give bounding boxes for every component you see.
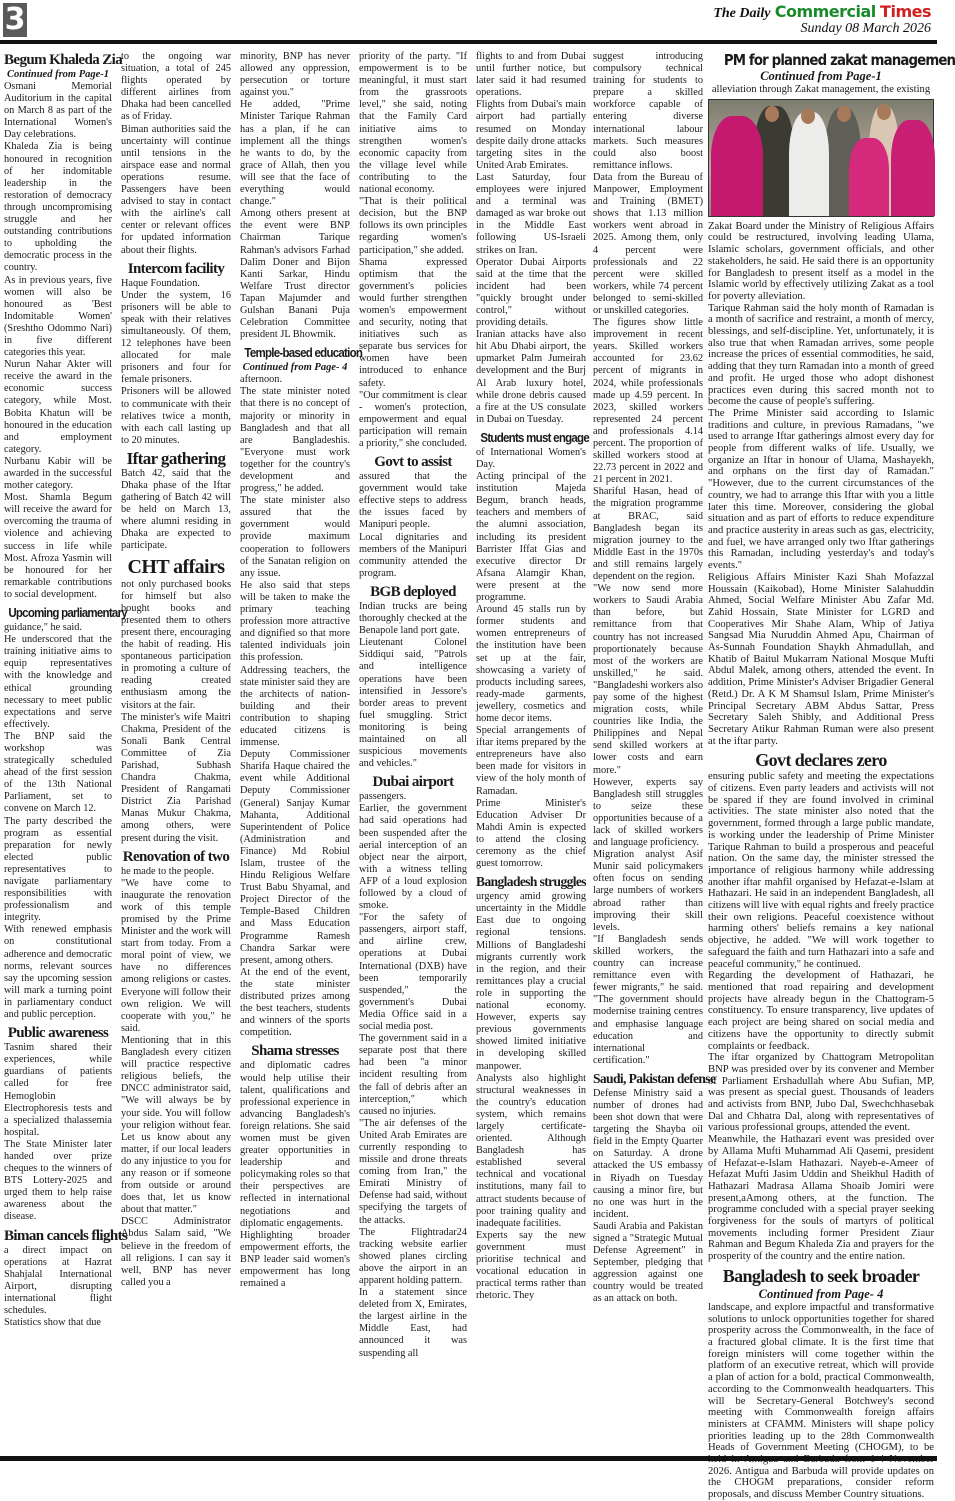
article-headline: Public awareness xyxy=(7,1025,109,1042)
paragraph: Tasnim shared their experiences, while guardians of patients called for free Hemoglobin Electrophoresis tests and a specialized thalassemia hospital. xyxy=(4,1042,112,1138)
paragraph: Local dignitaries and members of the Manipuri community attended the program. xyxy=(359,531,467,579)
photo-person-pink xyxy=(711,116,763,216)
paragraph: priority of the party. "If empowerment is to be meaningful, it must start from the grassroots level," she said, noting that the Family Card initiative aims to strengthen women's economic capacity from the village level while contributing to the national economy. xyxy=(359,51,467,196)
paragraph: Saudi Arabia and Pakistan signed a "Strategic Mutual Defense Agreement" in September, pledging that aggression against one country would be treated as an attack on both. xyxy=(593,1220,703,1305)
paragraph: Biman authorities said the uncertainty will continue until tensions in the airspace ease and normal operations resume. Passengers have been advised to stay in contact with the airline's call center or relevant offices for updated information about their flights. xyxy=(121,123,231,256)
paragraph: Osmani Memorial Auditorium in the capital on March 8 as part of the International Women's Day celebrations. xyxy=(4,81,112,141)
paragraph: ensuring public safety and meeting the expectations of citizens. Even party leaders and activists will not be spared if they are found involved in criminal activities. The state minister also noted that the government, formed through a large public mandate, is working under the leadership of Prime Minister Tarique Rahman to build a prosperous and peaceful nation. On the same day, the minister stressed the importance of religious harmony while addressing another iftar mahfil organised by Hefazat-e-Islam at Hathazari. He said in an independent Bangladesh, all citizens will live with equal rights and freely practice their own religions. Peaceful coexistence without harming others' beliefs remains a key national objective, he added. "We will work together to safeguard the faith and turn Hathazari into a safe and peaceful community," he continued. xyxy=(708,771,934,970)
paragraph: "Our commitment is clear - women's protection, empowerment and equal participation will remain a priority," she concluded. xyxy=(359,389,467,449)
issue-date: Sunday 08 March 2026 xyxy=(800,21,931,36)
continued-label: Continued from Page-1 xyxy=(6,69,110,80)
article-dubai-continued xyxy=(476,51,586,426)
paragraph: Flights from Dubai's main airport had partially resumed on Monday despite daily drone attacks targeting sites in the United Arab Emirates. xyxy=(476,99,586,171)
article-govt-declares-zero xyxy=(708,750,934,1263)
paragraph: The Flightradar24 tracking website earlier showed planes circling above the airport in an apparent holding pattern. xyxy=(359,1226,467,1286)
column-7 xyxy=(708,51,955,1501)
photo-head xyxy=(877,104,891,120)
paragraph: Earlier, the government had said operations had been suspended after the aerial interception of an object near the airport, with a witness telling AFP of a loud explosion followed by a cloud of smoke. xyxy=(359,803,467,912)
article-headline: Renovation of two xyxy=(122,848,230,865)
article-renovation-of-two xyxy=(121,848,231,1289)
paragraph: Iranian attacks have also hit Abu Dhabi airport, the upmarket Palm Jumeirah development and the Burj Al Arab luxury hotel, while drone debris caused a fire at the US consulate in Dubai on Tuesday. xyxy=(476,329,586,425)
article-begum-khaleda-zia xyxy=(4,51,123,601)
article-headline: PM for planned zakat managemen xyxy=(723,51,955,69)
article-headline: BGB deployed xyxy=(370,583,456,600)
article-iftar-gathering xyxy=(121,450,231,553)
paragraph: Operator Dubai Airports said at the time that the incident had been "quickly brought under control," without providing details. xyxy=(476,256,586,329)
paragraph: of International Women's Day. xyxy=(476,446,586,470)
photo-head xyxy=(837,106,851,122)
paragraph: Last Saturday, four employees were injured and a terminal was damaged as war broke out in the Middle East following US-Israeli strikes on Iran. xyxy=(476,171,586,256)
paragraph: he made to the people. xyxy=(121,865,214,877)
article-headline: Bangladesh struggles xyxy=(476,874,586,890)
news-photo xyxy=(708,99,934,217)
paragraph: "We now send more workers to Saudi Arabia than before, but remittance from that country has not increased proportionately because most of the workers are unskilled," he said. "Bangladeshi workers also pay some of the highest migration costs, while countries like India, the Philippines and Nepal send skilled workers at lower costs and earn more." xyxy=(593,583,704,776)
brand-times: Times xyxy=(880,2,931,21)
column-6 xyxy=(593,51,716,1454)
paragraph: The minister's wife Maitri Chakma, President of the Sonali Bank Central Committee of Zia Parishad, Subhash Chandra Chakma, President of Rangamati District Zia Parishad Manas Mukur Chakma, among others, were present during the visit. xyxy=(121,711,231,844)
paragraph: Special arrangements of iftar items prepared by the entrepreneurs have also been made for visitors in view of the holy month of Ramadan. xyxy=(476,725,586,797)
article-bangladesh-to-seek-broader xyxy=(708,1266,934,1501)
article-bangladesh-struggles xyxy=(476,873,586,1302)
paragraph: guidance," he said. xyxy=(4,622,82,634)
column-2 xyxy=(121,51,231,1454)
paragraph: Highlighting broader empowerment efforts, the BNP leader said women's empowerment has long remained a xyxy=(240,1229,350,1290)
paragraph: Around 45 stalls run by former students and women entrepreneurs of the institution have been set up at the fair, showcasing a variety of products including sarees, ready-made garments, jewellery, cosmetics and home decor items. xyxy=(476,604,586,724)
article-renovation-continued xyxy=(240,51,350,341)
paragraph: afternoon. xyxy=(240,374,283,386)
paragraph: He underscored that the training initiative aims to equip representatives with the knowledge and ethical grounding necessary to meet public expectations and serve effectively. xyxy=(4,634,112,730)
article-headline: Biman cancels flights xyxy=(4,1227,128,1244)
page-number: 3 xyxy=(4,2,26,37)
newspaper-logo xyxy=(713,2,931,22)
column-1 xyxy=(4,51,128,1454)
article-intercom-facility xyxy=(121,260,231,447)
paragraph: The iftar organized by Chattogram Metropolitan BNP was presided over by its convener and Member of Parliament Ershadullah where Abu Sufian, MP, was present as special guest. Thousands of leaders and activists from BNP, Jubo Dal, Swechchhasebak Dal and Chhatra Dal, along with representatives of various professional groups, attended the event. xyxy=(708,1052,934,1134)
paragraph: Prisoners will be allowed to communicate with their relatives twice a month, with each call lasting up to 20 minutes. xyxy=(121,386,231,446)
article-govt-to-assist xyxy=(359,453,467,580)
paragraph: assured that the government would take effective steps to address the issues faced by Manipuri people. xyxy=(359,471,467,531)
paragraph: Nurbanu Kabir will be awarded in the successful mother category. xyxy=(4,455,112,492)
article-headline: Shama stresses xyxy=(251,1043,339,1060)
paragraph: Under the system, 16 prisoners will be able to speak with their relatives simultaneously. Of them, 12 telephones have been allocated for male prisoners and four for female prisoners. xyxy=(121,289,231,386)
paragraph: At the end of the event, the state minister distributed prizes among the best teachers, students and winners of the sports competition. xyxy=(240,966,350,1039)
paragraph: Regarding the development of Hathazari, he mentioned that road repairing and development projects have already begun in the Chattogram-5 constituency. To ensure transparency, live updates of each project are being shared on social media and citizens have the opportunity to directly submit complaints or feedback. xyxy=(708,970,934,1052)
paragraph: The State Minister later handed over prize cheques to the winners of BTS Lottery-2025 and urged them to help raise awareness about the disease. xyxy=(4,1138,112,1223)
footer-divider xyxy=(0,1456,937,1461)
paragraph: As in previous years, five women will also be honoured as 'Best Indomitable Women' (Sreshtho Odommo Nari) in five different categories this year. xyxy=(4,274,112,359)
paragraph: Acting principal of the institution Majeda Begum, branch heads, teachers and members of the alumni association, including its president Barrister Iffat Gias and executive director Dr Afsana Alamgir Khan, were present at the programme. xyxy=(476,471,586,604)
paragraph: Migration analyst Asif Munir said policymakers often focus on sending large numbers of workers abroad rather than improving their skill levels. xyxy=(593,849,703,933)
paragraph: urgency amid growing uncertainty in the Middle East due to ongoing regional tensions. Millions of Bangladeshi migrants currently work in the region, and their remittances play a crucial role in supporting the national economy. However, experts say previous governments showed limited initiative in developing skilled manpower. xyxy=(476,891,586,1072)
paragraph: The state minister also assured that the government would provide maximum cooperation to followers of the Sanatan religion on any issue. xyxy=(240,495,350,579)
photo-head xyxy=(765,106,779,122)
article-cht-affairs xyxy=(121,556,231,845)
header-divider xyxy=(0,40,937,44)
paragraph: Religious Affairs Minister Kazi Shah Mofazzal Houssain (Kaikobad), Home Minister Salahuddin Ahmed, Social Welfare Minister Abu Zafar Md. Zahid Hossain, State Minister for LGRD and Cooperatives Mir Shahe Alam, Whip of Jatiya Sangsad Mia Nuruddin Ahmed Apu, Chairman of As-Sunnah Foundation Shaykh Ahmadullah, and Khatib of Baitul Mukarram National Mosque Mufti Abdul Malek, among others, attended the event. In addition, Prime Minister's Adviser Brigadier General (Retd.) Dr. A K M Shamsul Islam, Prime Minister's Principal Secretary ABM Abdus Sattar, Press Secretary Saleh Shibly, and Additional Press Secretary Atikur Rahman Ruman were also present at the iftar party. xyxy=(708,571,934,747)
paragraph: Tarique Rahman said the holy month of Ramadan is a month of sacrifice and restraint, a month of mercy, blessings, and self-discipline. Yet, unfortunately, it is also true that when Ramadan arrives, some people increase the prices of essential commodities, he said, adding that they turn Ramadan into a month of greed and profit. He urged those who adopt dishonest practices even during this sacred month not to become the cause of people's suffering. xyxy=(708,302,934,408)
paragraph: Zakat Board under the Ministry of Religious Affairs could be restructured, involving leading Ulama, Islamic scholars, government officials, and other stakeholders, he said. He said there is an opportunity for Bangladesh to present itself as a model in the Islamic world by effectively utilizing Zakat as a tool for poverty alleviation. xyxy=(708,220,934,302)
article-headline: Govt to assist xyxy=(374,454,452,471)
article-headline: Bangladesh to seek broader xyxy=(722,1265,920,1286)
paragraph: Mentioning that in this Bangladesh every citizen will practice respective religious beliefs, the DNCC administrator said, "We will always be by your side. You will follow your religion without fear. Let us know about any matter, if our local leaders do any injustice to you for any reason or if someone from outside or around does that, let us know about that matter." xyxy=(121,1034,231,1216)
paragraph: Experts say the new government must prioritise technical and vocational education in practical terms rather than rhetoric. They xyxy=(476,1229,586,1302)
article-headline: Saudi, Pakistan defense xyxy=(593,1070,716,1086)
paragraph: Shariful Hasan, head of the migration programme at BRAC, said Bangladesh began its migration journey to the Middle East in the 1970s and still remains largely dependent on the region. xyxy=(593,486,703,583)
column-4 xyxy=(359,51,467,1454)
paragraph: He also said that steps will be taken to make the primary teaching profession more attractive and dignified so that more talented individuals join this profession. xyxy=(240,579,350,664)
photo-person-pink xyxy=(849,138,889,216)
paragraph: Prime Minister's Education Adviser Dr Mahdi Amin is expected to attend the closing ceremony as the chief guest tomorrow. xyxy=(476,797,586,870)
paragraph: "The air defenses of the United Arab Emirates are currently responding to missile and drone threats coming from Iran," the Emirati Ministry of Defense had said, without specifying the targets of the attacks. xyxy=(359,1117,467,1226)
article-students-must-engage xyxy=(476,429,590,870)
article-bgb-deployed xyxy=(359,583,467,770)
article-headline: Temple-based education xyxy=(244,346,363,361)
article-shama-continued xyxy=(359,51,467,450)
column-3 xyxy=(240,51,363,1454)
article-public-awareness xyxy=(4,1024,112,1223)
article-headline: Govt declares zero xyxy=(755,750,887,771)
article-headline: Upcoming parliamentary xyxy=(8,606,127,621)
article-saudi-pakistan-defense xyxy=(593,1070,716,1306)
article-bangladesh-struggles-continued xyxy=(593,51,703,1067)
paragraph: to the ongoing war situation, a total of 245 flights operated by different airlines from Dhaka had been cancelled as of Friday. xyxy=(121,51,231,123)
photo-person-pink xyxy=(891,120,935,216)
continued-label: Continued from Page- 4 xyxy=(758,1286,884,1301)
photo-head xyxy=(801,108,815,124)
paragraph: The government said in a separate post that there had been "a minor incident resulting from the fall of debris after an interception," which caused no injuries. xyxy=(359,1033,467,1117)
paragraph: "For the safety of passengers, airport staff, and airline crew, operations at Dubai International (DXB) have been temporarily suspended," the government's Dubai Media Office said in a social media post. xyxy=(359,912,467,1033)
paragraph: passengers. xyxy=(359,791,407,803)
paragraph: The BNP said the workshop was strategically scheduled ahead of the first session of the 13th National Parliament, set to convene on March 12. xyxy=(4,730,112,815)
masthead xyxy=(0,0,937,44)
paragraph: Shama expressed optimism that the government's policies would further strengthen women's empowerment and security, noting that initiatives such as separate bus services for women have been introduced to enhance safety. xyxy=(359,256,467,389)
paragraph: Deputy Commissioner Sharifa Haque chaired the event while Additional Deputy Commissioner (General) Sanjay Kumar Mahanta, Additional Superintendent of Police (Administration and Finance) Md Robiul Islam, trustee of the Hindu Religious Welfare Trust Babu Shyamal, and Project Director of the Temple-Based Children and Mass Education Programme Ramesh Chandra Sarkar were present, among others. xyxy=(240,749,350,966)
photo-person-center xyxy=(789,112,829,216)
paragraph: Lieutenant Colonel Siddiqui said, "Patrols and intelligence operations have been intensified in Jessore's border areas to prevent fuel smuggling. Strict monitoring is being maintained on all suspicious movements and vehicles." xyxy=(359,637,467,770)
paragraph: Nurun Nahar Akter will receive the award in the economic success category, while Most. Bobita Khatun will be honoured in the education and employment category. xyxy=(4,359,112,455)
paragraph: Meanwhile, the Hathazari event was presided over by Allama Mufti Muhammad Ali Qasemi, president of Hefazat-e-Islam Hathazari. Nayeb-e-Ameer of Hefazat Mufti Jasim Uddin and Sheikhul Hadith of Hathazari Madrasa Allama Shoaib Jomiri were present,aAmong others, at the function. The programme concluded with a special prayer seeking forgiveness for the souls of martyrs of political movements including former President Ziaur Rahman and Begum Khaleda Zia and prayers for the prosperity of the country and the entire nation. xyxy=(708,1134,934,1263)
paragraph: He added, "Prime Minister Tarique Rahman has a plan, if he can implement all the things he wants to do, by the grace of Allah, then you will see that the face of everything would change." xyxy=(240,99,350,208)
article-headline: Dubai airport xyxy=(372,774,454,791)
paragraph: Statistics show that due xyxy=(4,1317,101,1329)
continued-label: Continued from Page- 4 xyxy=(242,362,348,374)
article-headline: Students must engage xyxy=(480,430,590,445)
article-upcoming-parliamentary xyxy=(4,604,127,1021)
brand-commercial: Commercial xyxy=(774,2,876,21)
article-headline: Intercom facility xyxy=(127,260,225,277)
paragraph: Addressing teachers, the state minister said they are the architects of nation-building and their contribution to shaping educated citizens is immense. xyxy=(240,664,350,749)
paragraph: "That is their political decision, but the BNP follows its own principles regarding women's participation," she added. xyxy=(359,196,467,256)
paragraph: Defense Ministry said a number of drones had been shot down that were targeting the Shayba oil field in the Empty Quarter on Saturday. A drone attacked the US embassy in Riyadh on Tuesday causing a minor fire, but no one was hurt in the incident. xyxy=(593,1087,703,1220)
article-headline: CHT affairs xyxy=(127,555,225,578)
paragraph: Batch 42, said that the Dhaka phase of the Iftar gathering of Batch 42 will be held on March 13, where alumni residing in Dhaka are expected to participate. xyxy=(121,467,231,552)
article-pm-zakat-management xyxy=(708,51,955,747)
paragraph: The figures show little improvement in recent years. Skilled workers accounted for 23.62 percent of migrants in 2024, while professionals made up 4.59 percent. In 2023, skilled workers represented 24 percent and professionals 4.14 percent. The proportion of skilled workers stood at 22.73 percent in 2022 and 21 percent in 2021. xyxy=(593,317,703,486)
article-headline: Begum Khaleda Zia xyxy=(4,52,123,68)
paragraph: "We have come to inaugurate the renovation work of this temple promised by the Prime Minister and the work will start from today. From a moral point of view, we have no differences among religions or castes. Everyone will follow their own religion. We will cooperate with you," he said. xyxy=(121,877,231,1034)
article-headline: Iftar gathering xyxy=(126,448,226,468)
paragraph: The party described the program as essential preparation for newly elected public representatives to navigate parliamentary responsibilities with professionalism and integrity. xyxy=(4,815,112,924)
paragraph: Indian trucks are being thoroughly checked at the Benapole land port gate. xyxy=(359,600,467,637)
paragraph: Analysts also highlight structural weaknesses in the country's education system, which remains largely certificate-oriented. Although Bangladesh has established several technical and vocational institutions, many fail to attract students because of poor training quality and inadequate facilities. xyxy=(476,1072,586,1229)
paragraph: In a statement since deleted from X, Emirates, the largest airline in the Middle East, had announced it was suspending all xyxy=(359,1287,467,1359)
paragraph: suggest introducing compulsory technical training for students to prepare a skilled workforce capable of entering diverse international labour markets. Such measures could also boost remittance inflows. xyxy=(593,51,703,171)
paragraph: Khaleda Zia is being honoured in recognition of her indomitable leadership in the restoration of democracy through uncompromising struggle and her outstanding contributions to upholding the democratic process in the country. xyxy=(4,141,112,274)
paragraph: Data from the Bureau of Manpower, Employment and Training (BMET) shows that 1.13 million workers went abroad in 2025. Among them, only 4 percent were professionals and 22 percent were skilled workers, while 74 percent belonged to semi-skilled or unskilled categories. xyxy=(593,171,703,316)
article-dubai-airport xyxy=(359,773,467,1359)
paragraph: not only purchased books for himself but also bought books and presented them to others present there, encouraging the habit of reading. His spontaneous participation in promoting a culture of reading created enthusiasm among the visitors at the fair. xyxy=(121,578,231,711)
paragraph: "If Bangladesh sends skilled workers, the country can increase remittance even with fewer migrants," he said. "The government should modernise training centres and emphasise language education and international certification." xyxy=(593,933,703,1066)
column-5 xyxy=(476,51,590,1454)
paragraph: landscape, and explore impactful and transformative solutions to unlock opportunities together for shared prosperity across the Commonwealth, in the face of a fractured global climate. It is the first time that foreign ministers will come together within the platform of an executive retreat, which will provide a plan of action for a bold, practical Commonwealth, according to the Commonwealth headquarters. This will be Secretary-General Botchwey's second meeting with Commonwealth foreign affairs ministers at CFAMM. Ministers will shape policy priorities leading up to the 28th Commonwealth Heads of Government Meeting (CHOGM), to be 2026. Antigua and Barbuda will provide updates on the CHOGM preparations, consider reform proposals, and discuss Member Country situations. xyxy=(708,1301,934,1501)
paragraph: DSCC Administrator Abdus Salam said, "We believe in the freedom of all religions. I can say it well, BNP has never called you a xyxy=(121,1216,231,1288)
paragraph: The state minister noted that there is no concept of majority or minority in Bangladesh and that all are Bangladeshis. "Everyone must work together for the country's development and progress," he added. xyxy=(240,386,350,495)
article-biman-cancels-flights xyxy=(4,1227,128,1330)
article-shama-stresses xyxy=(240,1042,350,1290)
paragraph: minority, BNP has never allowed any oppression, persecution or torture against you." xyxy=(240,51,350,99)
paragraph: With renewed emphasis on constitutional adherence and democratic norms, relevant sources say the upcoming session will mark a turning point in parliamentary conduct and public perception. xyxy=(4,924,112,1021)
brand-prefix: The Daily xyxy=(713,6,771,21)
paragraph: Haque Foundation. xyxy=(121,277,200,289)
paragraph: flights to and from Dubai until further notice, but later said it had resumed operations. xyxy=(476,51,586,99)
paragraph: and diplomatic cadres would help utilise their talent, qualifications and professional experience in advancing Bangladesh's foreign relations. She said women must be given greater opportunities in leadership and policymaking roles so that their perspectives are reflected in international negotiations and diplomatic engagements. xyxy=(240,1060,350,1229)
paragraph: Most. Shamla Begum will receive the award for overcoming the trauma of violence and achieving success in life while Most. Afroza Yasmin will be honoured for her remarkable contributions to social development. xyxy=(4,492,112,600)
paragraph: Among others present at the event were BNP Chairman Tarique Rahman's advisors Farhad Dalim Doner and Bijon Kanti Sarkar, Hindu Welfare Trust director Tapan Majumder and Gulshan Banani Puja Celebration Committee president JL Bhowmik. xyxy=(240,208,350,341)
paragraph: The Prime Minister said according to Islamic traditions and culture, in previous Ramadans, "we used to arrange Iftar gatherings almost every day for people from different walks of life. Usually, we organize an Iftar in honour of Ulama, Mashayekh, and orphans on the first day of Ramadan." "However, due to the current circumstances of the country, we had to arrange this Iftar with you a little later this time. Moreover, considering the global situation and as part of efforts to reduce expenditure and practice austerity in areas such as gas, electricity, and fuel, we have arranged only two Iftar gatherings this Ramadan, including yesterday's and today's events." xyxy=(708,407,934,572)
article-temple-based-education xyxy=(240,344,363,1039)
paragraph: a direct impact on operations at Hazrat Shahjalal International Airport, disrupting international flight schedules. xyxy=(4,1244,112,1316)
article-biman-continued xyxy=(121,51,231,257)
paragraph: However, experts say Bangladesh still struggles to seize these opportunities because of a lack of skilled workers and language proficiency. xyxy=(593,776,703,849)
lead-line: alleviation through Zakat management, the existing xyxy=(711,84,931,95)
continued-label: Continued from Page-1 xyxy=(760,69,882,83)
